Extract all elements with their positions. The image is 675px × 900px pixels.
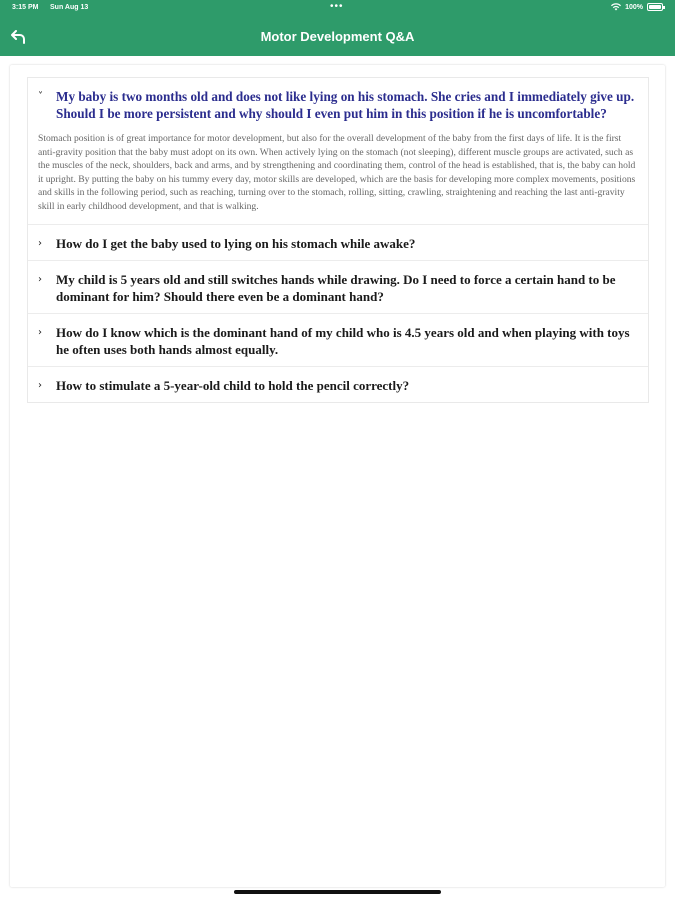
chevron-right-icon: › <box>38 237 42 249</box>
faq-question: My child is 5 years old and still switches hands while drawing. Do I need to force a certain hand to be dominant for him? Should there even be a dominant hand? <box>56 271 616 304</box>
chevron-right-icon: › <box>38 273 42 285</box>
page-title: Motor Development Q&A <box>260 29 415 44</box>
status-bar <box>0 0 675 18</box>
faq-item-dominant-hand <box>28 314 648 367</box>
faq-header-tummy-time[interactable] <box>28 78 648 130</box>
faq-item-tummy-time <box>28 78 648 225</box>
faq-item-switch-hands <box>28 261 648 314</box>
faq-header-dominant-hand[interactable] <box>28 314 648 366</box>
home-indicator[interactable] <box>234 890 441 894</box>
content-card <box>10 65 665 887</box>
status-date: Sun Aug 13 <box>50 4 89 11</box>
status-time: 3:15 PM <box>12 4 39 11</box>
battery-percent: 100% <box>625 3 643 11</box>
faq-header-switch-hands[interactable] <box>28 261 648 313</box>
multitasking-dots[interactable]: ••• <box>330 1 344 12</box>
wifi-icon <box>611 3 621 11</box>
faq-question: My baby is two months old and does not like lying on his stomach. She cries and I immediately give up. Should I be more persistent and why should I even put him in this position if he is uncomfortable? <box>56 89 635 121</box>
faq-item-awake-stomach <box>28 225 648 261</box>
faq-header-awake-stomach[interactable] <box>28 225 648 260</box>
chevron-right-icon: › <box>38 326 42 338</box>
chevron-right-icon: › <box>38 379 42 391</box>
status-right <box>611 3 663 11</box>
chevron-down-icon: ˅ <box>38 91 43 102</box>
faq-question: How do I get the baby used to lying on his stomach while awake? <box>56 235 416 251</box>
faq-header-pencil-grip[interactable] <box>28 367 648 402</box>
app-bar <box>0 18 675 56</box>
faq-question: How do I know which is the dominant hand of my child who is 4.5 years old and when playing with toys he often uses both hands almost equally. <box>56 324 630 357</box>
battery-icon <box>647 3 663 11</box>
faq-question: How to stimulate a 5-year-old child to hold the pencil correctly? <box>56 377 410 393</box>
faq-item-pencil-grip <box>28 367 648 402</box>
faq-accordion <box>27 77 649 403</box>
faq-answer: Stomach position is of great importance for motor development, but also for the overall development of the baby from the first days of life. It is the first anti-gravity position that the baby must adopt on its own. When actively lying on the stomach (not sleeping), different muscle groups are activated, such as the muscles of the neck, shoulders, back and arms, and by strengthening and coordinating them, control of the head is established, that is, the baby can hold it upright. By putting the baby on his tummy every day, motor skills are developed, which are the basis for developing more complex movements, positions and skills in the following period, such as reaching, turning over to the stomach, rolling, sitting, crawling, straightening and reaching the last anti-gravity skill in early childhood development, and that is walking. <box>38 133 636 212</box>
